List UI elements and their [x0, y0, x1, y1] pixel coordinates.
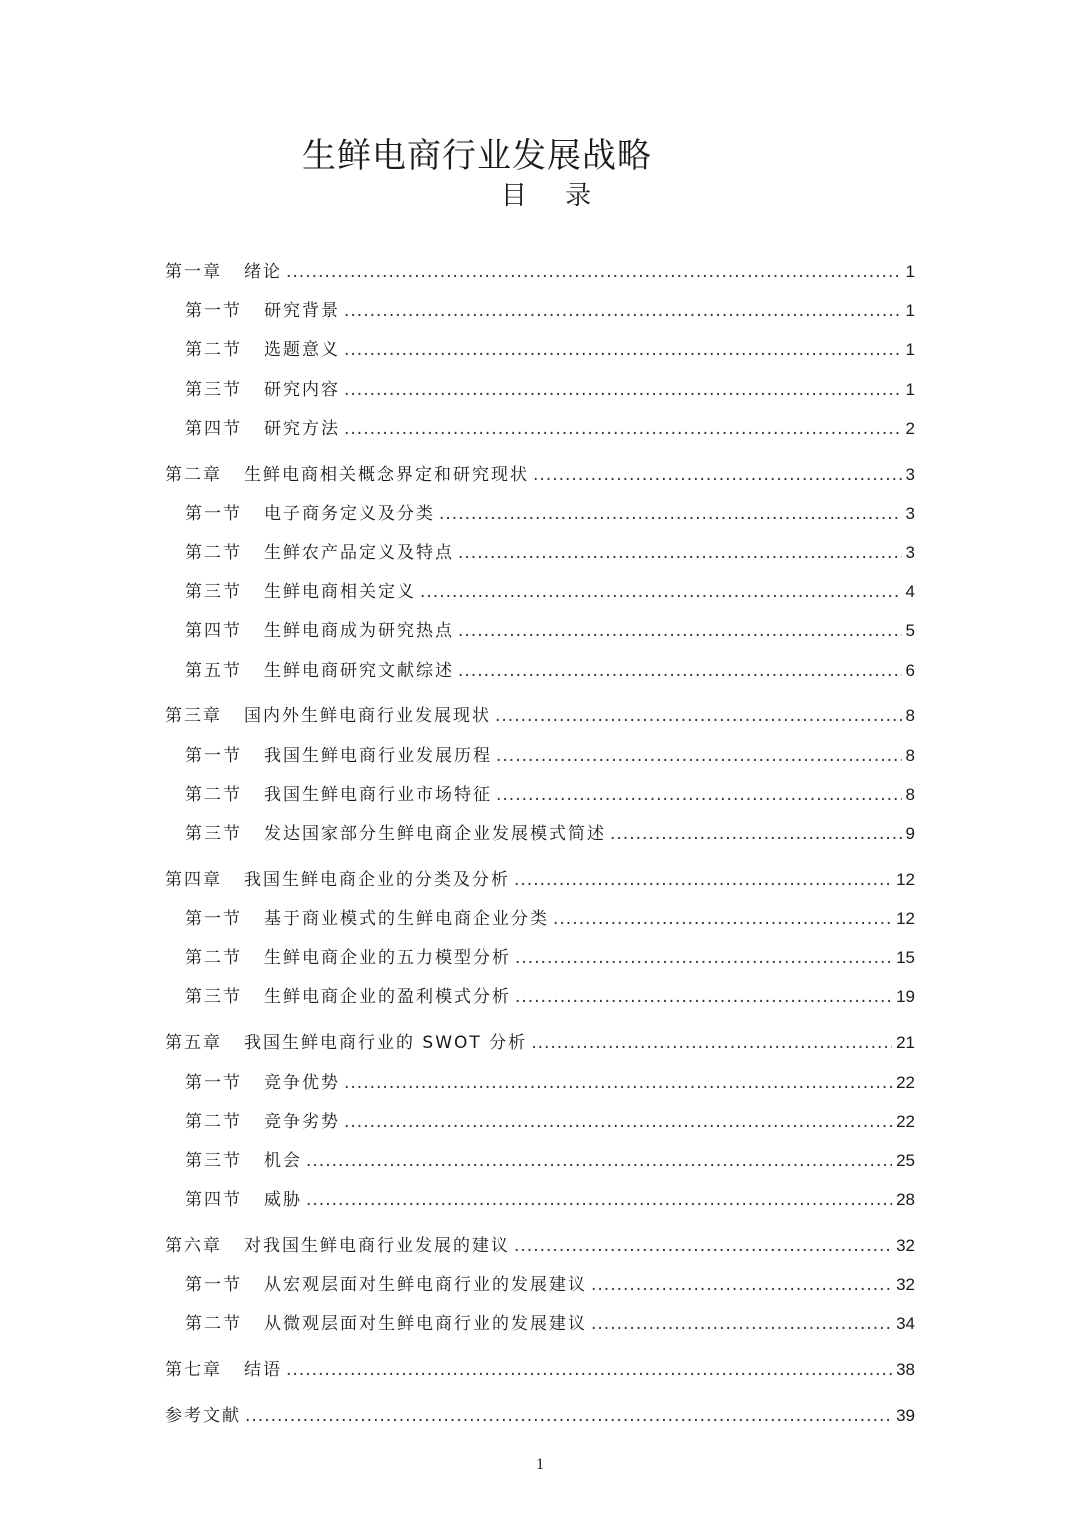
toc-entry-title: 生鲜农产品定义及特点	[264, 543, 454, 563]
toc-entry-number: 第三节	[185, 987, 242, 1008]
toc-leader-dots	[458, 652, 902, 691]
toc-entry-title: 威胁	[264, 1190, 302, 1211]
toc-section[interactable]	[165, 814, 915, 853]
toc-section[interactable]	[165, 938, 915, 977]
toc-entry-title: 研究方法	[264, 418, 340, 439]
toc-section[interactable]	[165, 736, 915, 775]
toc-entry-title: 机会	[264, 1150, 302, 1171]
toc-leader-dots	[306, 1181, 892, 1220]
toc-section[interactable]	[165, 330, 915, 369]
toc-entry-number: 第三节	[185, 824, 242, 844]
toc-entry-page: 4	[905, 582, 915, 602]
toc-entry-number: 第三章	[165, 706, 222, 727]
toc-chapter[interactable]	[165, 1226, 915, 1265]
toc-chapter[interactable]	[165, 696, 915, 735]
toc-section[interactable]	[165, 1141, 915, 1180]
toc-entry-page: 22	[896, 1072, 915, 1092]
toc-entry-page: 3	[905, 543, 915, 562]
toc-leader-dots	[496, 737, 902, 776]
toc-chapter[interactable]	[165, 252, 915, 291]
toc-leader-dots	[610, 815, 902, 854]
toc-entry-page: 8	[905, 784, 915, 804]
toc-entry-page: 8	[905, 706, 915, 726]
toc-entry-number: 第四节	[185, 621, 242, 642]
toc-chapter[interactable]	[165, 455, 915, 494]
toc-leader-dots	[344, 331, 902, 370]
toc-entry-page: 5	[905, 621, 915, 641]
toc-entry-title: 基于商业模式的生鲜电商企业分类	[264, 909, 549, 930]
toc-chapter[interactable]	[165, 860, 915, 899]
toc-entry-title: 我国生鲜电商企业的分类及分析	[244, 869, 510, 890]
toc-entry-page: 1	[905, 379, 915, 399]
toc-section[interactable]	[165, 1102, 915, 1141]
toc-entry-title: 竞争劣势	[264, 1111, 340, 1132]
toc-heading: 目 录	[500, 181, 592, 211]
toc-entry-page: 2	[905, 418, 915, 438]
toc-entry-title: 发达国家部分生鲜电商企业发展模式简述	[264, 824, 606, 844]
toc-entry-page: 8	[905, 745, 915, 765]
toc-entry-number: 第四节	[185, 1190, 242, 1211]
toc-entry-title: 生鲜电商研究文献综述	[264, 660, 454, 681]
toc-section[interactable]	[165, 611, 915, 650]
toc-leader-dots	[420, 573, 902, 612]
toc-leader-dots	[344, 410, 902, 449]
toc-section[interactable]	[165, 651, 915, 690]
toc-chapter[interactable]	[165, 1350, 915, 1389]
toc-entry-title: 生鲜电商相关定义	[264, 582, 416, 603]
toc-entry-title: 结语	[244, 1360, 282, 1381]
toc-section[interactable]	[165, 533, 915, 572]
toc-leader-dots	[531, 1024, 892, 1063]
toc-entry-title: 我国生鲜电商行业的 SWOT 分析	[244, 1033, 528, 1054]
toc-entry-page: 3	[905, 464, 915, 484]
toc-entry-number: 第一章	[165, 262, 222, 282]
page-number: 1	[536, 1456, 544, 1473]
toc-leader-dots	[515, 978, 892, 1017]
toc-entry-number: 第四章	[165, 869, 222, 890]
toc-entry-number: 第五章	[165, 1033, 222, 1054]
toc-entry-title: 研究背景	[264, 301, 340, 322]
toc-entry-page: 32	[896, 1235, 915, 1255]
toc-leader-dots	[344, 1064, 892, 1103]
toc-entry-number: 第七章	[165, 1360, 222, 1381]
toc-chapter-references[interactable]	[165, 1396, 915, 1435]
toc-entry-number: 第一节	[185, 1072, 242, 1093]
toc-entry-page: 1	[905, 262, 915, 281]
toc-entry-page: 25	[896, 1150, 915, 1170]
toc-leader-dots	[458, 534, 902, 573]
toc-leader-dots	[344, 292, 902, 331]
toc-leader-dots	[245, 1397, 892, 1436]
toc-entry-title: 电子商务定义及分类	[264, 503, 435, 524]
toc-entry-page: 6	[905, 660, 915, 680]
toc-leader-dots	[591, 1305, 892, 1344]
document-title: 生鲜电商行业发展战略	[302, 136, 652, 176]
toc-leader-dots	[533, 456, 902, 495]
toc-leader-dots	[496, 776, 902, 815]
toc-entry-number: 第一节	[185, 909, 242, 930]
toc-entry-title: 从宏观层面对生鲜电商行业的发展建议	[264, 1275, 587, 1296]
toc-section[interactable]	[165, 977, 915, 1016]
toc-entry-page: 34	[896, 1314, 915, 1334]
toc-section[interactable]	[165, 1180, 915, 1219]
toc-section[interactable]	[165, 1304, 915, 1343]
toc-entry-title: 选题意义	[264, 340, 340, 361]
toc-entry-number: 第一节	[185, 503, 242, 524]
toc-leader-dots	[458, 612, 902, 651]
toc-section[interactable]	[165, 370, 915, 409]
toc-entry-number: 第二节	[185, 543, 242, 563]
toc-leader-dots	[286, 1351, 892, 1390]
toc-entry-title: 绪论	[244, 262, 282, 282]
toc-entry-page: 15	[896, 948, 915, 968]
toc-entry-title: 生鲜电商企业的五力模型分析	[264, 948, 511, 969]
toc-leader-dots	[591, 1266, 892, 1305]
toc-entry-title: 研究内容	[264, 379, 340, 400]
toc-entry-number: 第二节	[185, 948, 242, 969]
toc-entry-title: 国内外生鲜电商行业发展现状	[244, 706, 491, 727]
toc-section[interactable]	[165, 899, 915, 938]
toc-entry-number: 第二节	[185, 784, 242, 805]
toc-entry-title: 竞争优势	[264, 1072, 340, 1093]
toc-entry-page: 32	[896, 1275, 915, 1295]
toc-entry-title: 从微观层面对生鲜电商行业的发展建议	[264, 1314, 587, 1335]
toc-entry-page: 28	[896, 1190, 915, 1210]
toc-entry-page: 1	[905, 340, 915, 360]
toc-entry-number: 第二节	[185, 1111, 242, 1132]
toc-entry-page: 22	[896, 1111, 915, 1131]
toc-leader-dots	[286, 253, 902, 292]
toc-leader-dots	[439, 495, 902, 534]
toc-section[interactable]	[165, 409, 915, 448]
toc-entry-title: 参考文献	[165, 1406, 241, 1427]
toc-entry-page: 3	[905, 503, 915, 523]
toc-entry-number: 第六章	[165, 1235, 222, 1256]
toc-entry-number: 第三节	[185, 379, 242, 400]
toc-leader-dots	[344, 371, 902, 410]
toc-entry-number: 第五节	[185, 660, 242, 681]
toc-leader-dots	[344, 1103, 892, 1142]
toc-section[interactable]	[165, 1063, 915, 1102]
toc-leader-dots	[514, 861, 892, 900]
table-of-contents	[165, 252, 915, 1435]
toc-leader-dots	[515, 939, 892, 978]
toc-leader-dots	[553, 900, 892, 939]
toc-leader-dots	[514, 1227, 892, 1266]
toc-entry-number: 第三节	[185, 582, 242, 603]
toc-entry-number: 第一节	[185, 301, 242, 322]
toc-chapter[interactable]	[165, 1023, 915, 1062]
toc-section[interactable]	[165, 775, 915, 814]
toc-entry-title: 生鲜电商相关概念界定和研究现状	[244, 464, 529, 485]
toc-entry-page: 21	[896, 1033, 915, 1053]
toc-entry-title: 生鲜电商企业的盈利模式分析	[264, 987, 511, 1008]
toc-entry-page: 39	[896, 1406, 915, 1426]
toc-section[interactable]	[165, 1265, 915, 1304]
toc-entry-number: 第一节	[185, 1275, 242, 1296]
toc-entry-number: 第四节	[185, 418, 242, 439]
toc-entry-page: 12	[896, 909, 915, 929]
toc-leader-dots	[495, 697, 902, 736]
toc-entry-number: 第二节	[185, 340, 242, 361]
toc-entry-number: 第二章	[165, 464, 222, 485]
toc-entry-title: 我国生鲜电商行业市场特征	[264, 784, 492, 805]
toc-entry-page: 19	[896, 987, 915, 1007]
toc-entry-number: 第一节	[185, 745, 242, 766]
toc-entry-page: 12	[896, 869, 915, 889]
toc-leader-dots	[306, 1142, 892, 1181]
toc-entry-title: 生鲜电商成为研究热点	[264, 621, 454, 642]
toc-entry-page: 38	[896, 1360, 915, 1380]
toc-section[interactable]	[165, 494, 915, 533]
toc-section[interactable]	[165, 291, 915, 330]
toc-entry-number: 第二节	[185, 1314, 242, 1335]
toc-entry-page: 1	[905, 301, 915, 321]
toc-entry-title: 对我国生鲜电商行业发展的建议	[244, 1235, 510, 1256]
toc-entry-page: 9	[905, 824, 915, 843]
toc-entry-title: 我国生鲜电商行业发展历程	[264, 745, 492, 766]
toc-entry-number: 第三节	[185, 1150, 242, 1171]
toc-section[interactable]	[165, 572, 915, 611]
